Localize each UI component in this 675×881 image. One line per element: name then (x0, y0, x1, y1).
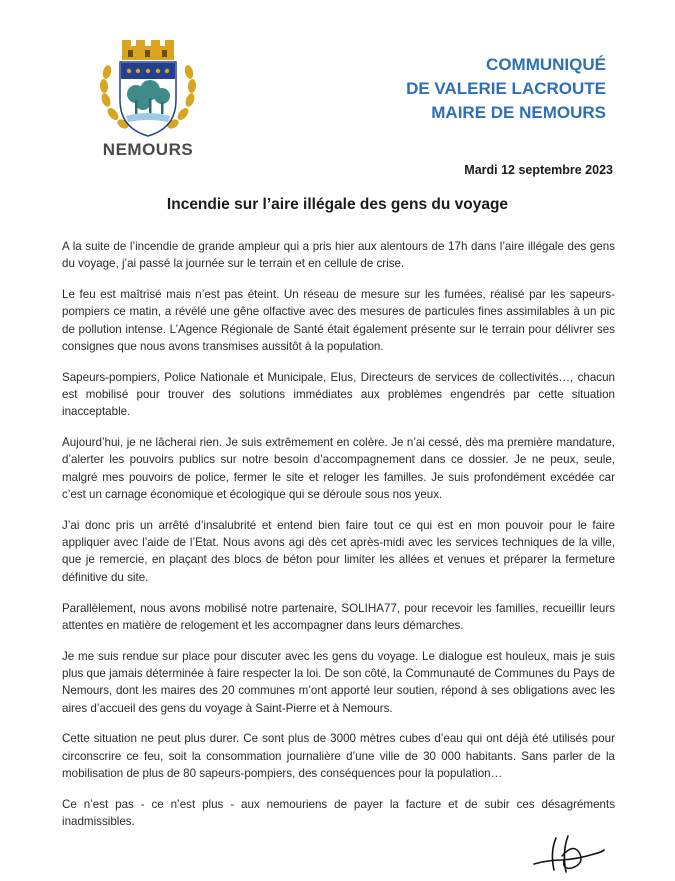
paragraph: Cette situation ne peut plus durer. Ce sont plus de 3000 mètres cubes d’eau qui ont déjà été utilisés pour circonscrire ce feu, soit la consommation journalière d’une ville de 30 000 habitants. Sans parler de la mobilisation de plus de 80 sapeurs-pompiers, des conséquences pour la population… (62, 732, 615, 780)
handwritten-signature (528, 830, 608, 876)
crown-icon (122, 40, 174, 60)
paragraph: A la suite de l’incendie de grande ampleur qui a pris hier aux alentours de 17h dans l’aire illégale des gens du voyage, j’ai passé la journée sur le terrain et en cellule de crise. (62, 240, 615, 271)
header-line-1: COMMUNIQUÉ (486, 55, 606, 74)
header-line-2: DE VALERIE LACROUTE (406, 79, 606, 98)
paragraph: Sapeurs-pompiers, Police Nationale et Municipale, Elus, Directeurs de services de collectivités…, chacun est mobilisé pour trouver des solutions immédiates aux problèmes engendrés par cette situation inacceptable. (62, 370, 615, 419)
press-release-header (406, 53, 606, 125)
release-date: Mardi 12 septembre 2023 (464, 163, 613, 177)
header-line-3: MAIRE DE NEMOURS (431, 103, 606, 122)
paragraph: Parallèlement, nous avons mobilisé notre partenaire, SOLIHA77, pour recevoir les familles, recueillir leurs attentes en matière de relogement et les accompagner dans leurs démarches. (62, 601, 615, 632)
paragraph: Je me suis rendue sur place pour discuter avec les gens du voyage. Le dialogue est houleux, mais je suis plus que jamais déterminée à faire respecter la loi. De son côté, la Communauté de Communes du Pays de Nemours, dont les maires des 20 communes m’ont apporté leur soutien, répond à ses obligations avec les aires d’accueil des gens du voyage à Saint-Pierre et à Nemours. (62, 649, 615, 715)
coat-of-arms-icon (98, 38, 198, 142)
logo-city-name: NEMOURS (102, 140, 194, 159)
headline: Incendie sur l’aire illégale des gens du voyage (166, 196, 509, 213)
body-text (62, 238, 615, 844)
paragraph: Aujourd’hui, je ne lâcherai rien. Je suis extrêmement en colère. Je n’ai cessé, dès ma première mandature, d’alerter les pouvoirs publics sur notre besoin d’accompagnement dans ce dossier. Je ne peux, seule, malgré mes pouvoirs de police, fermer le site et reloger les familles. Je suis profondément excédée car c’est un carnage économique et écologique qui se déroule sous nos yeux. (62, 436, 615, 502)
paragraph: Ce n’est pas - ce n’est plus - aux nemouriens de payer la facture et de subir ces désagréments inadmissibles. (62, 797, 615, 829)
paragraph: J’ai donc pris un arrêté d’insalubrité et entend bien faire tout ce qui est en mon pouvoir pour le faire appliquer avec l’aide de l’Etat. Nous avons agi dès cet après-midi avec les services techniques de la ville, que je remercie, en plaçant des blocs de béton pour limiter les allées et venues et préparer la fermeture définitive du site. (62, 518, 615, 584)
signature-icon (528, 830, 608, 876)
paragraph: Le feu est maîtrisé mais n’est pas éteint. Un réseau de mesure sur les fumées, réalisé par les sapeurs-pompiers ce matin, a révélé une gêne olfactive avec des mesures de particules fines assimilables à un pic de pollution intense. L’Agence Régionale de Santé était également présente sur le terrain pour délivrer ses consignes que nous avons transmises aussitôt à la population. (62, 288, 615, 353)
